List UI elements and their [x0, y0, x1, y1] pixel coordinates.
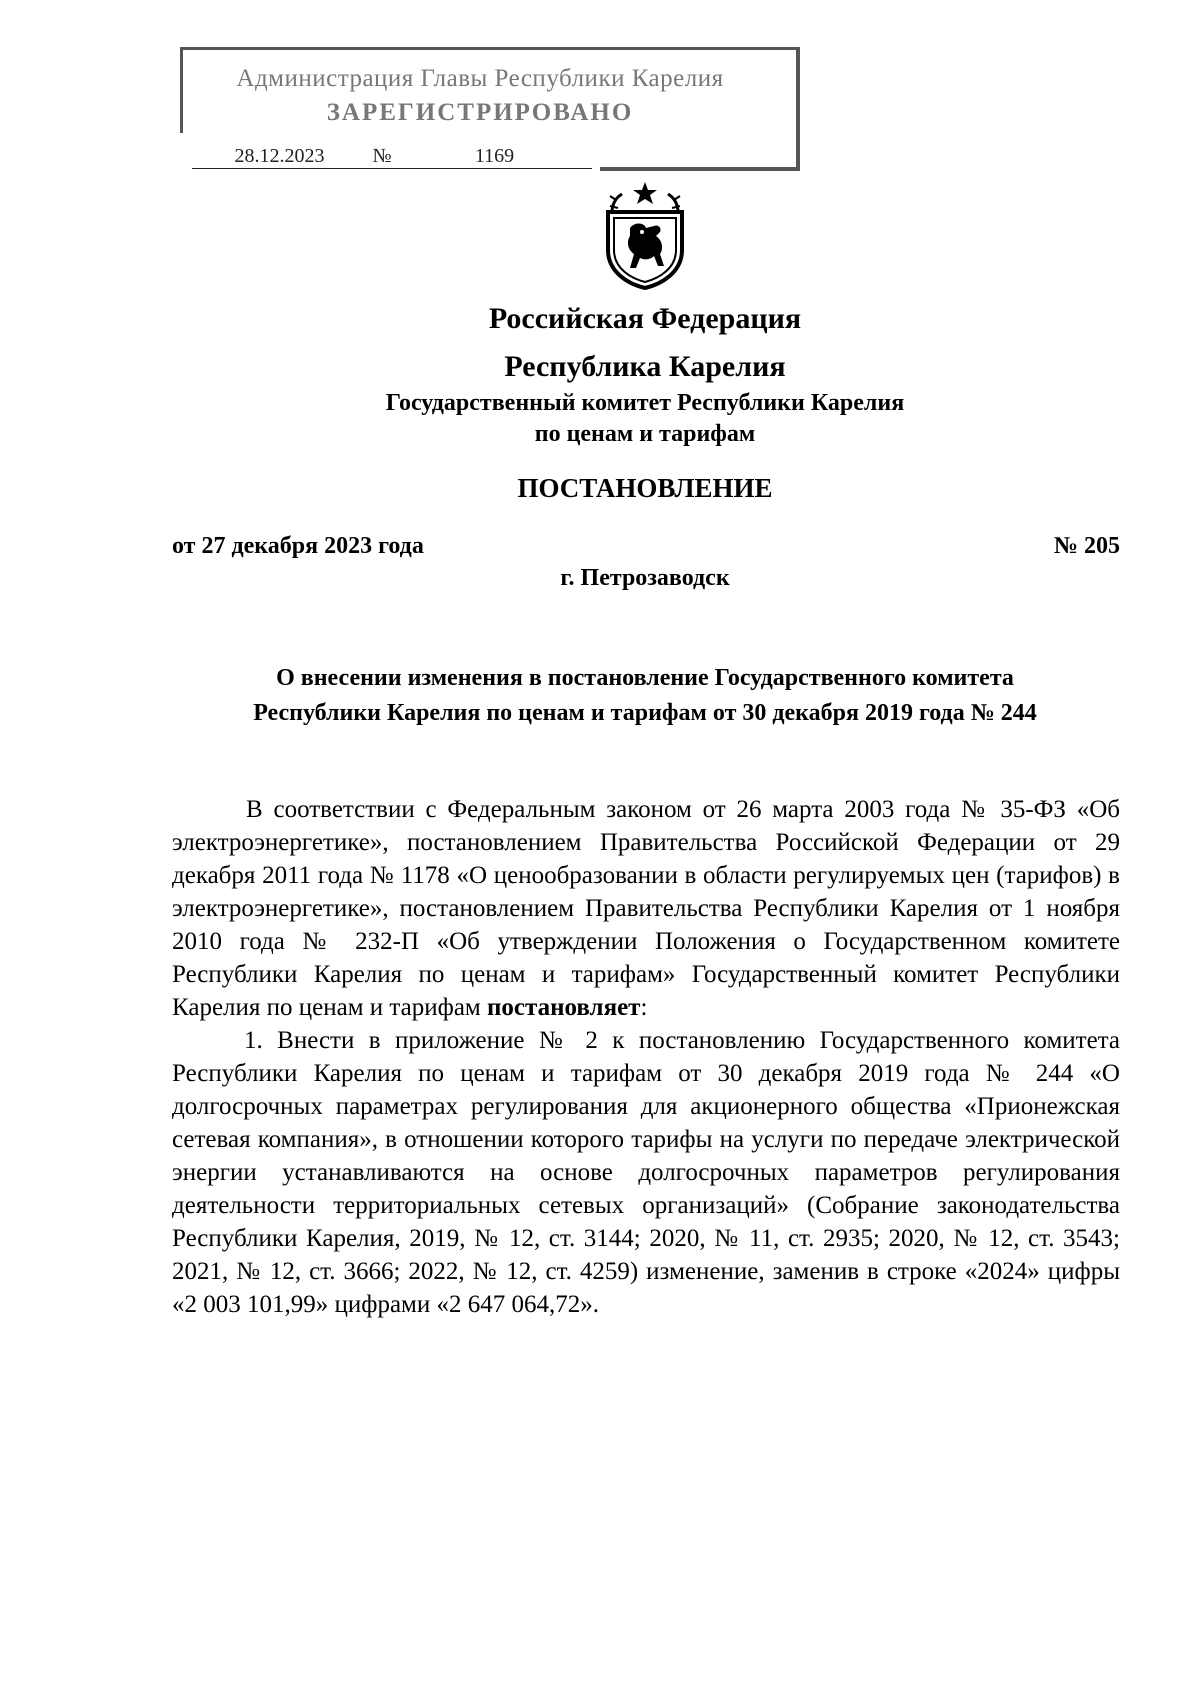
document-city: г. Петрозаводск: [560, 565, 730, 591]
preamble-end: :: [640, 994, 648, 1021]
stamp-registration-line: [192, 145, 592, 169]
stamp-border-right: [796, 47, 800, 171]
stamp-status: ЗАРЕГИСТРИРОВАНО: [326, 99, 634, 126]
item-1-paragraph: 1. Внести в приложение № 2 к постановлению Государственного комитета Республики Карелия по ценам и тарифам от 30 декабря 2019 года № 244 «О долгосрочных параметрах регулирования для акционерного общества «Прионежская сетевая компания», в отношении которого тарифы на услуги по передаче электрической энергии устанавливаются на основе долгосрочных параметров регулирования деятельности территориальных сетевых организаций» (Собрание законодательства Республики Карелия, 2019, № 12, ст. 3144; 2020, № 11, ст. 2935; 2020, № 12, ст. 3543; 2021, № 12, ст. 3666; 2022, № 12, ст. 4259) изменение, заменив в строке «2024» цифры «2 003 101,99» цифрами «2 647 064,72».: [172, 1027, 1120, 1318]
preamble-paragraph: [172, 793, 1120, 1024]
preamble-verb: постановляет: [487, 994, 641, 1021]
registration-stamp: [180, 47, 800, 171]
stamp-border-bottom: [600, 167, 800, 171]
stamp-number: 1169: [397, 145, 592, 169]
stamp-border-top: [180, 47, 800, 50]
stamp-number-sign: №: [367, 145, 397, 169]
federation-heading: Российская Федерация: [488, 302, 802, 335]
document-date: от 27 декабря 2023 года: [172, 533, 424, 559]
coat-of-arms-icon: [600, 180, 690, 290]
document-title-line2: Республики Карелия по ценам и тарифам от 30 декабря 2019 года № 244: [253, 700, 1037, 726]
committee-heading-line2: по ценам и тарифам: [534, 421, 756, 447]
stamp-organization: Администрация Главы Республики Карелия: [236, 65, 724, 92]
document-number: № 205: [1053, 533, 1120, 559]
document-type-heading: ПОСТАНОВЛЕНИЕ: [517, 473, 773, 503]
preamble-text: В соответствии с Федеральным законом от 26 марта 2003 года № 35-ФЗ «Об электроэнергетике», постановлением Правительства Российской Федерации от 29 декабря 2011 года № 1178 «О ценообразовании в области регулируемых цен (тарифов) в электроэнергетике», постановлением Правительства Республики Карелия от 1 ноября 2010 года № 232-П «Об утверждении Положения о Государственном комитете Республики Карелия по ценам и тарифам» Государственный комитет Республики Карелия по ценам и тарифам: [172, 796, 1120, 1021]
committee-heading-line1: Государственный комитет Республики Карелия: [385, 390, 905, 416]
document-body: [172, 793, 1120, 1321]
document-title-line1: О внесении изменения в постановление Государственного комитета: [276, 665, 1014, 691]
stamp-date: 28.12.2023: [192, 145, 367, 169]
republic-heading: Республика Карелия: [504, 350, 786, 383]
